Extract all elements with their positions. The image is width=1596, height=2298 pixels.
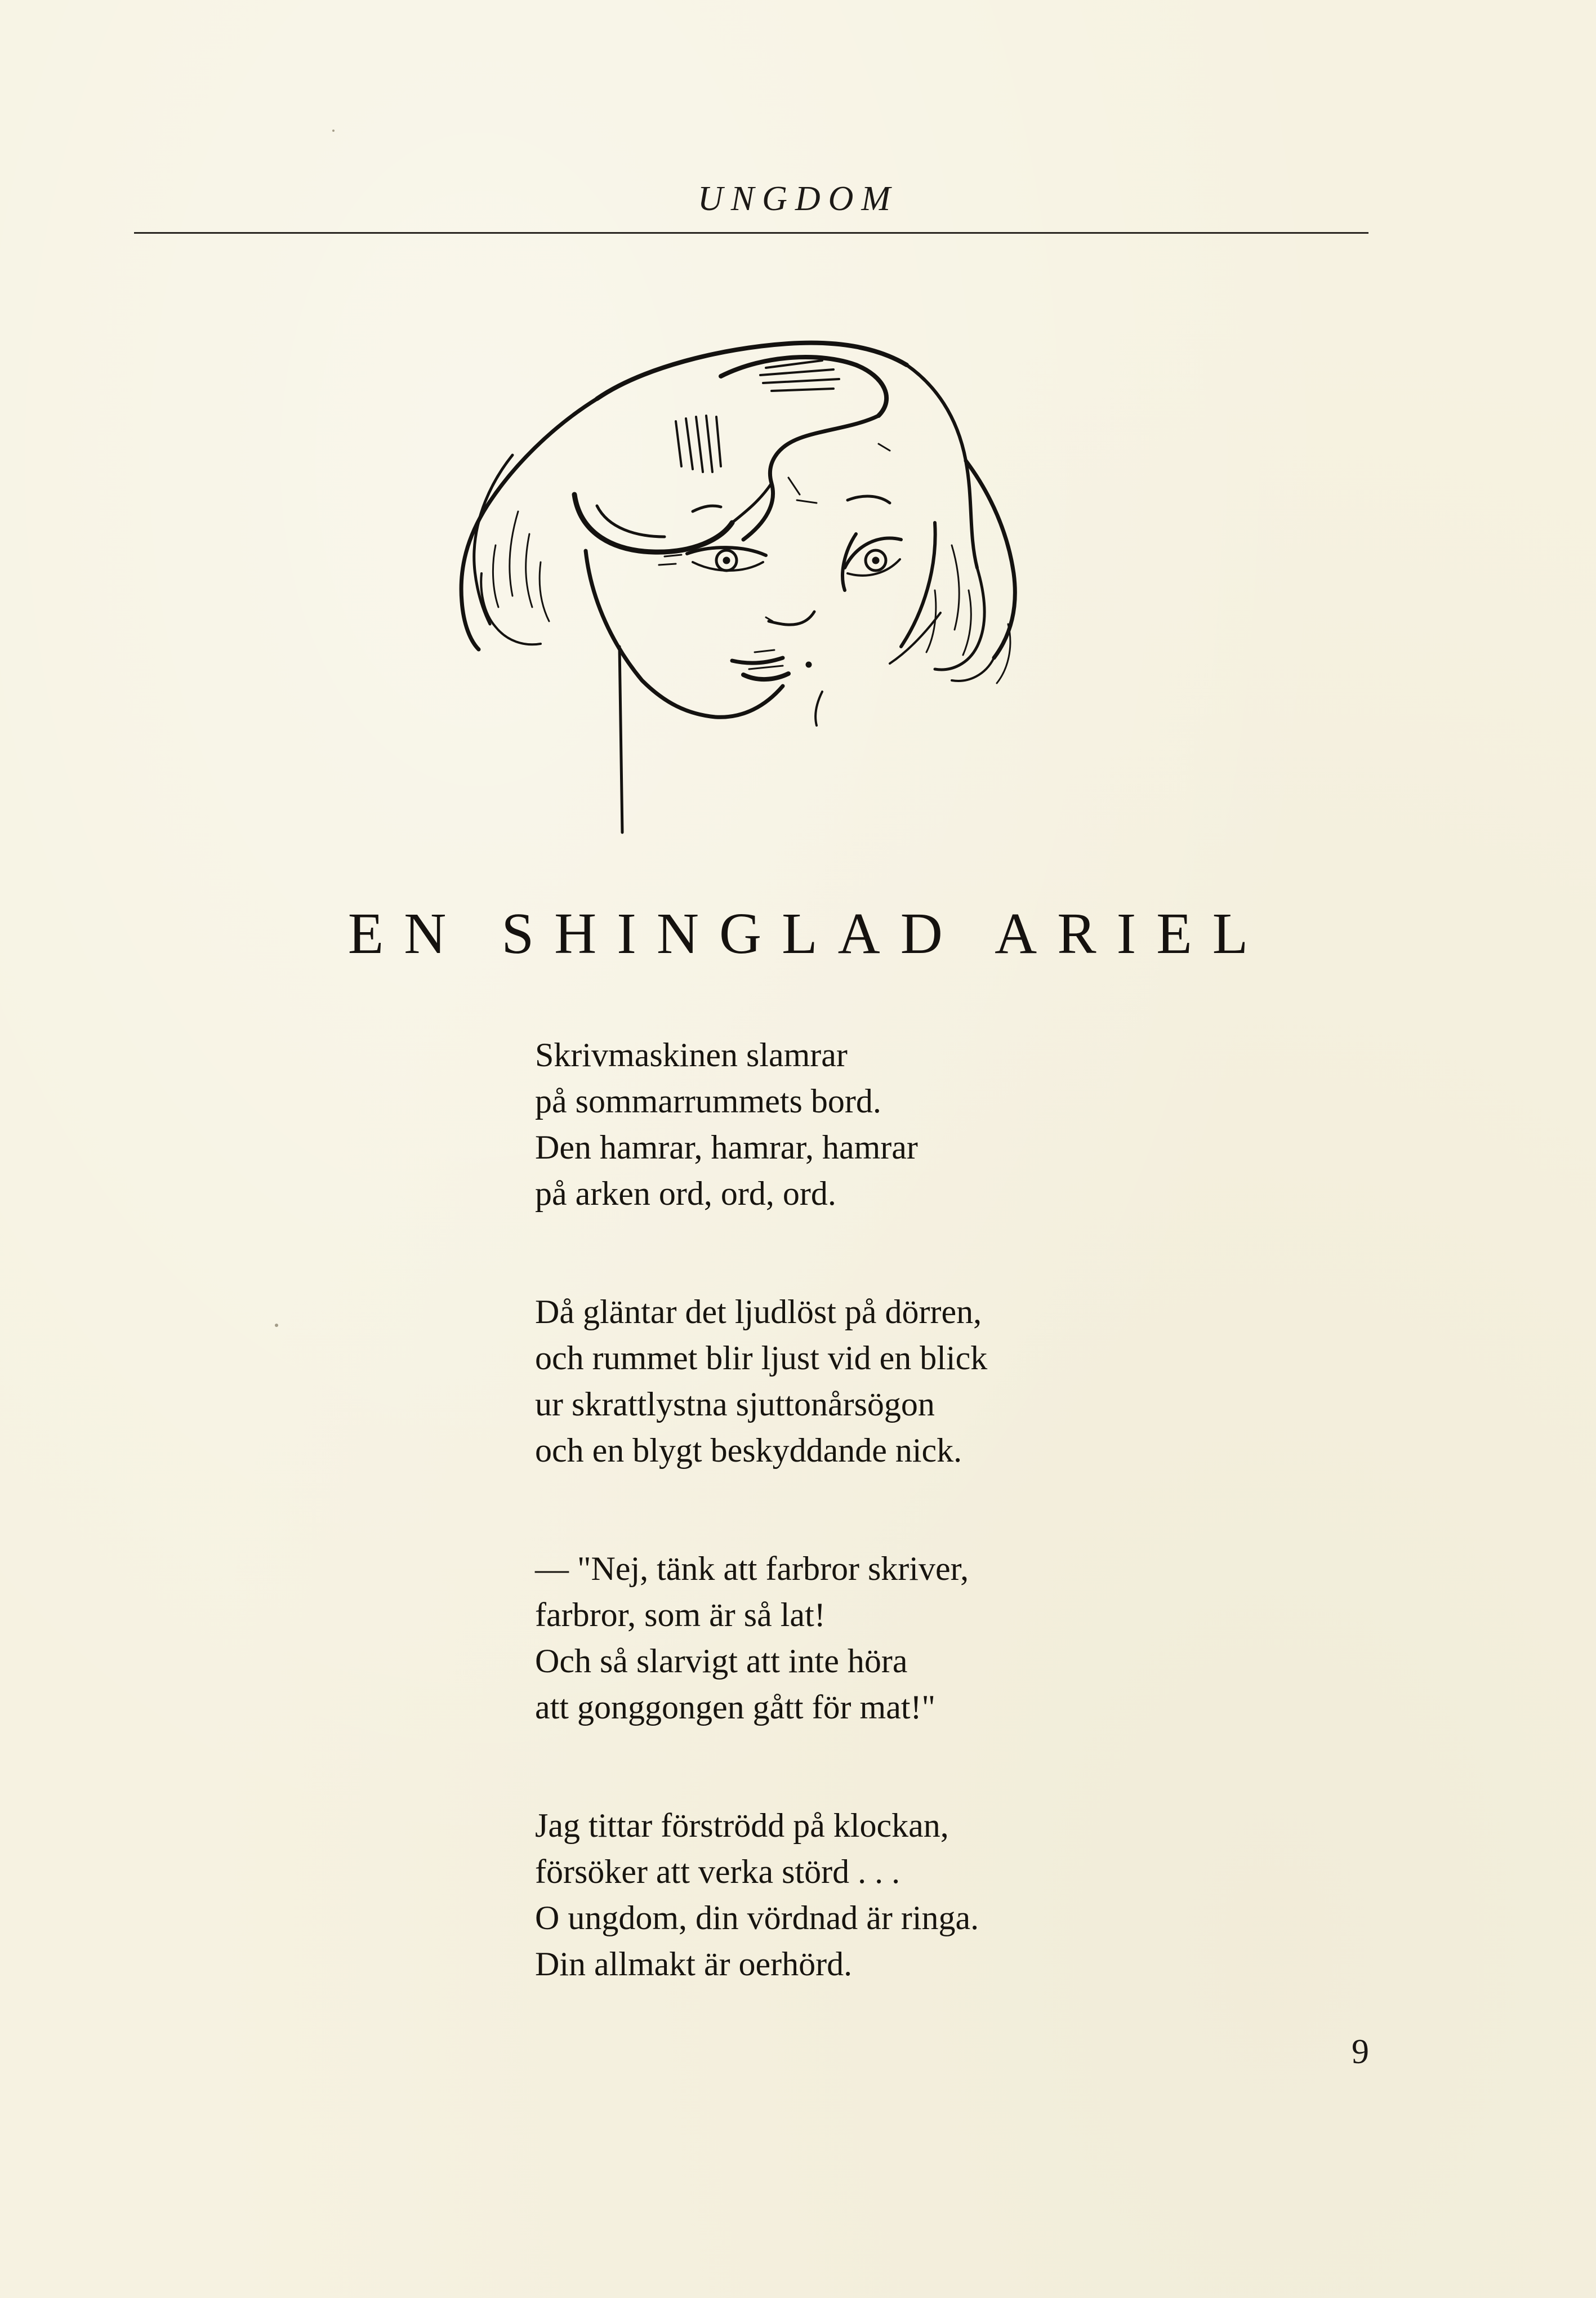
poem-line: Jag tittar förströdd på klockan,	[535, 1807, 949, 1844]
poem-title: EN SHINGLAD ARIEL	[347, 901, 1269, 966]
stanza	[535, 1802, 1267, 1987]
poem-line: Då gläntar det ljudlöst på dörren,	[535, 1293, 982, 1330]
poem-line: Skrivmaskinen slamrar	[535, 1036, 848, 1074]
poem-line: på arken ord, ord, ord.	[535, 1175, 836, 1212]
poem-line: Den hamrar, hamrar, hamrar	[535, 1129, 918, 1166]
header-rule	[134, 232, 1368, 234]
paper-speck	[275, 1324, 278, 1327]
poem-line: att gonggongen gått för mat!"	[535, 1689, 935, 1726]
stanza	[535, 1032, 1267, 1217]
poem-body	[535, 1032, 1267, 2059]
poem-line: Och så slarvigt att inte höra	[535, 1642, 908, 1680]
paper-speck	[332, 130, 335, 132]
poem-line: på sommarrummets bord.	[535, 1083, 881, 1120]
running-head: UNGDOM	[697, 180, 899, 218]
poem-line: och rummet blir ljust vid en blick	[535, 1339, 988, 1377]
poem-line: försöker att verka störd . . .	[535, 1853, 900, 1890]
poem-line: och en blygt beskyddande nick.	[535, 1432, 962, 1469]
poem-line: O ungdom, din vördnad är ringa.	[535, 1899, 979, 1936]
stanza	[535, 1546, 1267, 1730]
stanza	[535, 1289, 1267, 1473]
page-number: 9	[1352, 2033, 1369, 2071]
poem-line: farbror, som är så lat!	[535, 1596, 826, 1633]
poem-line: Din allmakt är oerhörd.	[535, 1945, 853, 1983]
girl-portrait-drawing-icon	[428, 309, 1036, 838]
poem-line: ur skrattlystna sjuttonårsögon	[535, 1386, 935, 1423]
poem-line: — "Nej, tänk att farbror skriver,	[535, 1550, 969, 1587]
